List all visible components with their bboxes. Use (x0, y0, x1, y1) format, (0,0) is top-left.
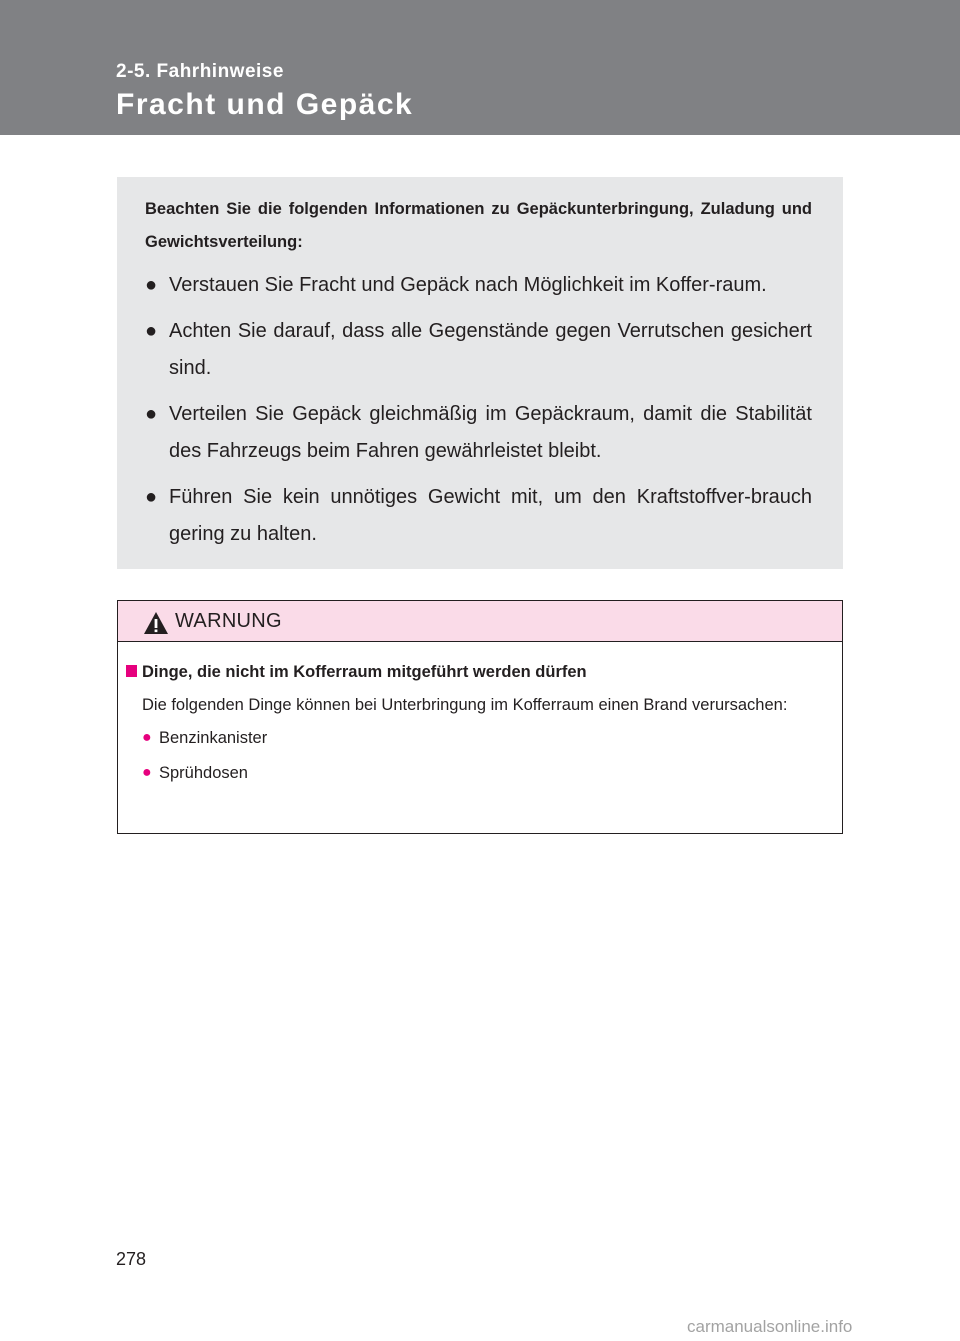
warning-list (142, 726, 832, 785)
bullet-icon: ● (142, 729, 152, 746)
info-item-text: Verteilen Sie Gepäck gleichmäßig im Gepäckraum, damit die Stabilität des Fahrzeugs beim Fahren gewährleistet bleibt. (169, 403, 812, 462)
info-item-text: Achten Sie darauf, dass alle Gegenstände gegen Verrutschen gesichert sind. (169, 320, 812, 379)
info-intro: Beachten Sie die folgenden Informationen zu Gepäckunterbringung, Zuladung und Gewichtsverteilung: (145, 200, 812, 251)
info-list-item (145, 267, 812, 304)
info-list-item (145, 396, 812, 470)
warning-paragraph: Die folgenden Dinge können bei Unterbringung im Kofferraum einen Brand verursachen: (142, 696, 788, 714)
page-number: 278 (116, 1249, 147, 1269)
page-title: Fracht und Gepäck (116, 88, 414, 121)
square-bullet-icon (126, 665, 137, 677)
bullet-icon: ● (145, 486, 158, 508)
info-item-text: Verstauen Sie Fracht und Gepäck nach Möglichkeit im Koffer-raum. (169, 274, 767, 296)
warning-triangle-icon (143, 611, 169, 635)
info-item-text: Führen Sie kein unnötiges Gewicht mit, um den Kraftstoffver-brauch gering zu halten. (169, 486, 812, 545)
warning-list-item (142, 726, 832, 750)
warning-item-text: Sprühdosen (159, 764, 248, 782)
warning-body (118, 642, 842, 785)
bullet-icon: ● (145, 403, 158, 425)
bullet-icon: ● (145, 274, 158, 296)
warning-list-item (142, 761, 832, 785)
bullet-icon: ● (145, 320, 158, 342)
warning-item-text: Benzinkanister (159, 729, 268, 747)
section-label: 2-5. Fahrhinweise (116, 61, 284, 82)
warning-subheading (126, 660, 832, 684)
info-box (117, 177, 843, 569)
watermark: carmanualsonline.info (687, 1317, 853, 1336)
warning-subheading-text: Dinge, die nicht im Kofferraum mitgeführt werden dürfen (142, 663, 587, 681)
warning-box (117, 600, 843, 834)
warning-header (118, 601, 842, 642)
info-list-item (145, 313, 812, 387)
warning-label: WARNUNG (175, 610, 282, 632)
info-list-item (145, 479, 812, 553)
bullet-icon: ● (142, 764, 152, 781)
